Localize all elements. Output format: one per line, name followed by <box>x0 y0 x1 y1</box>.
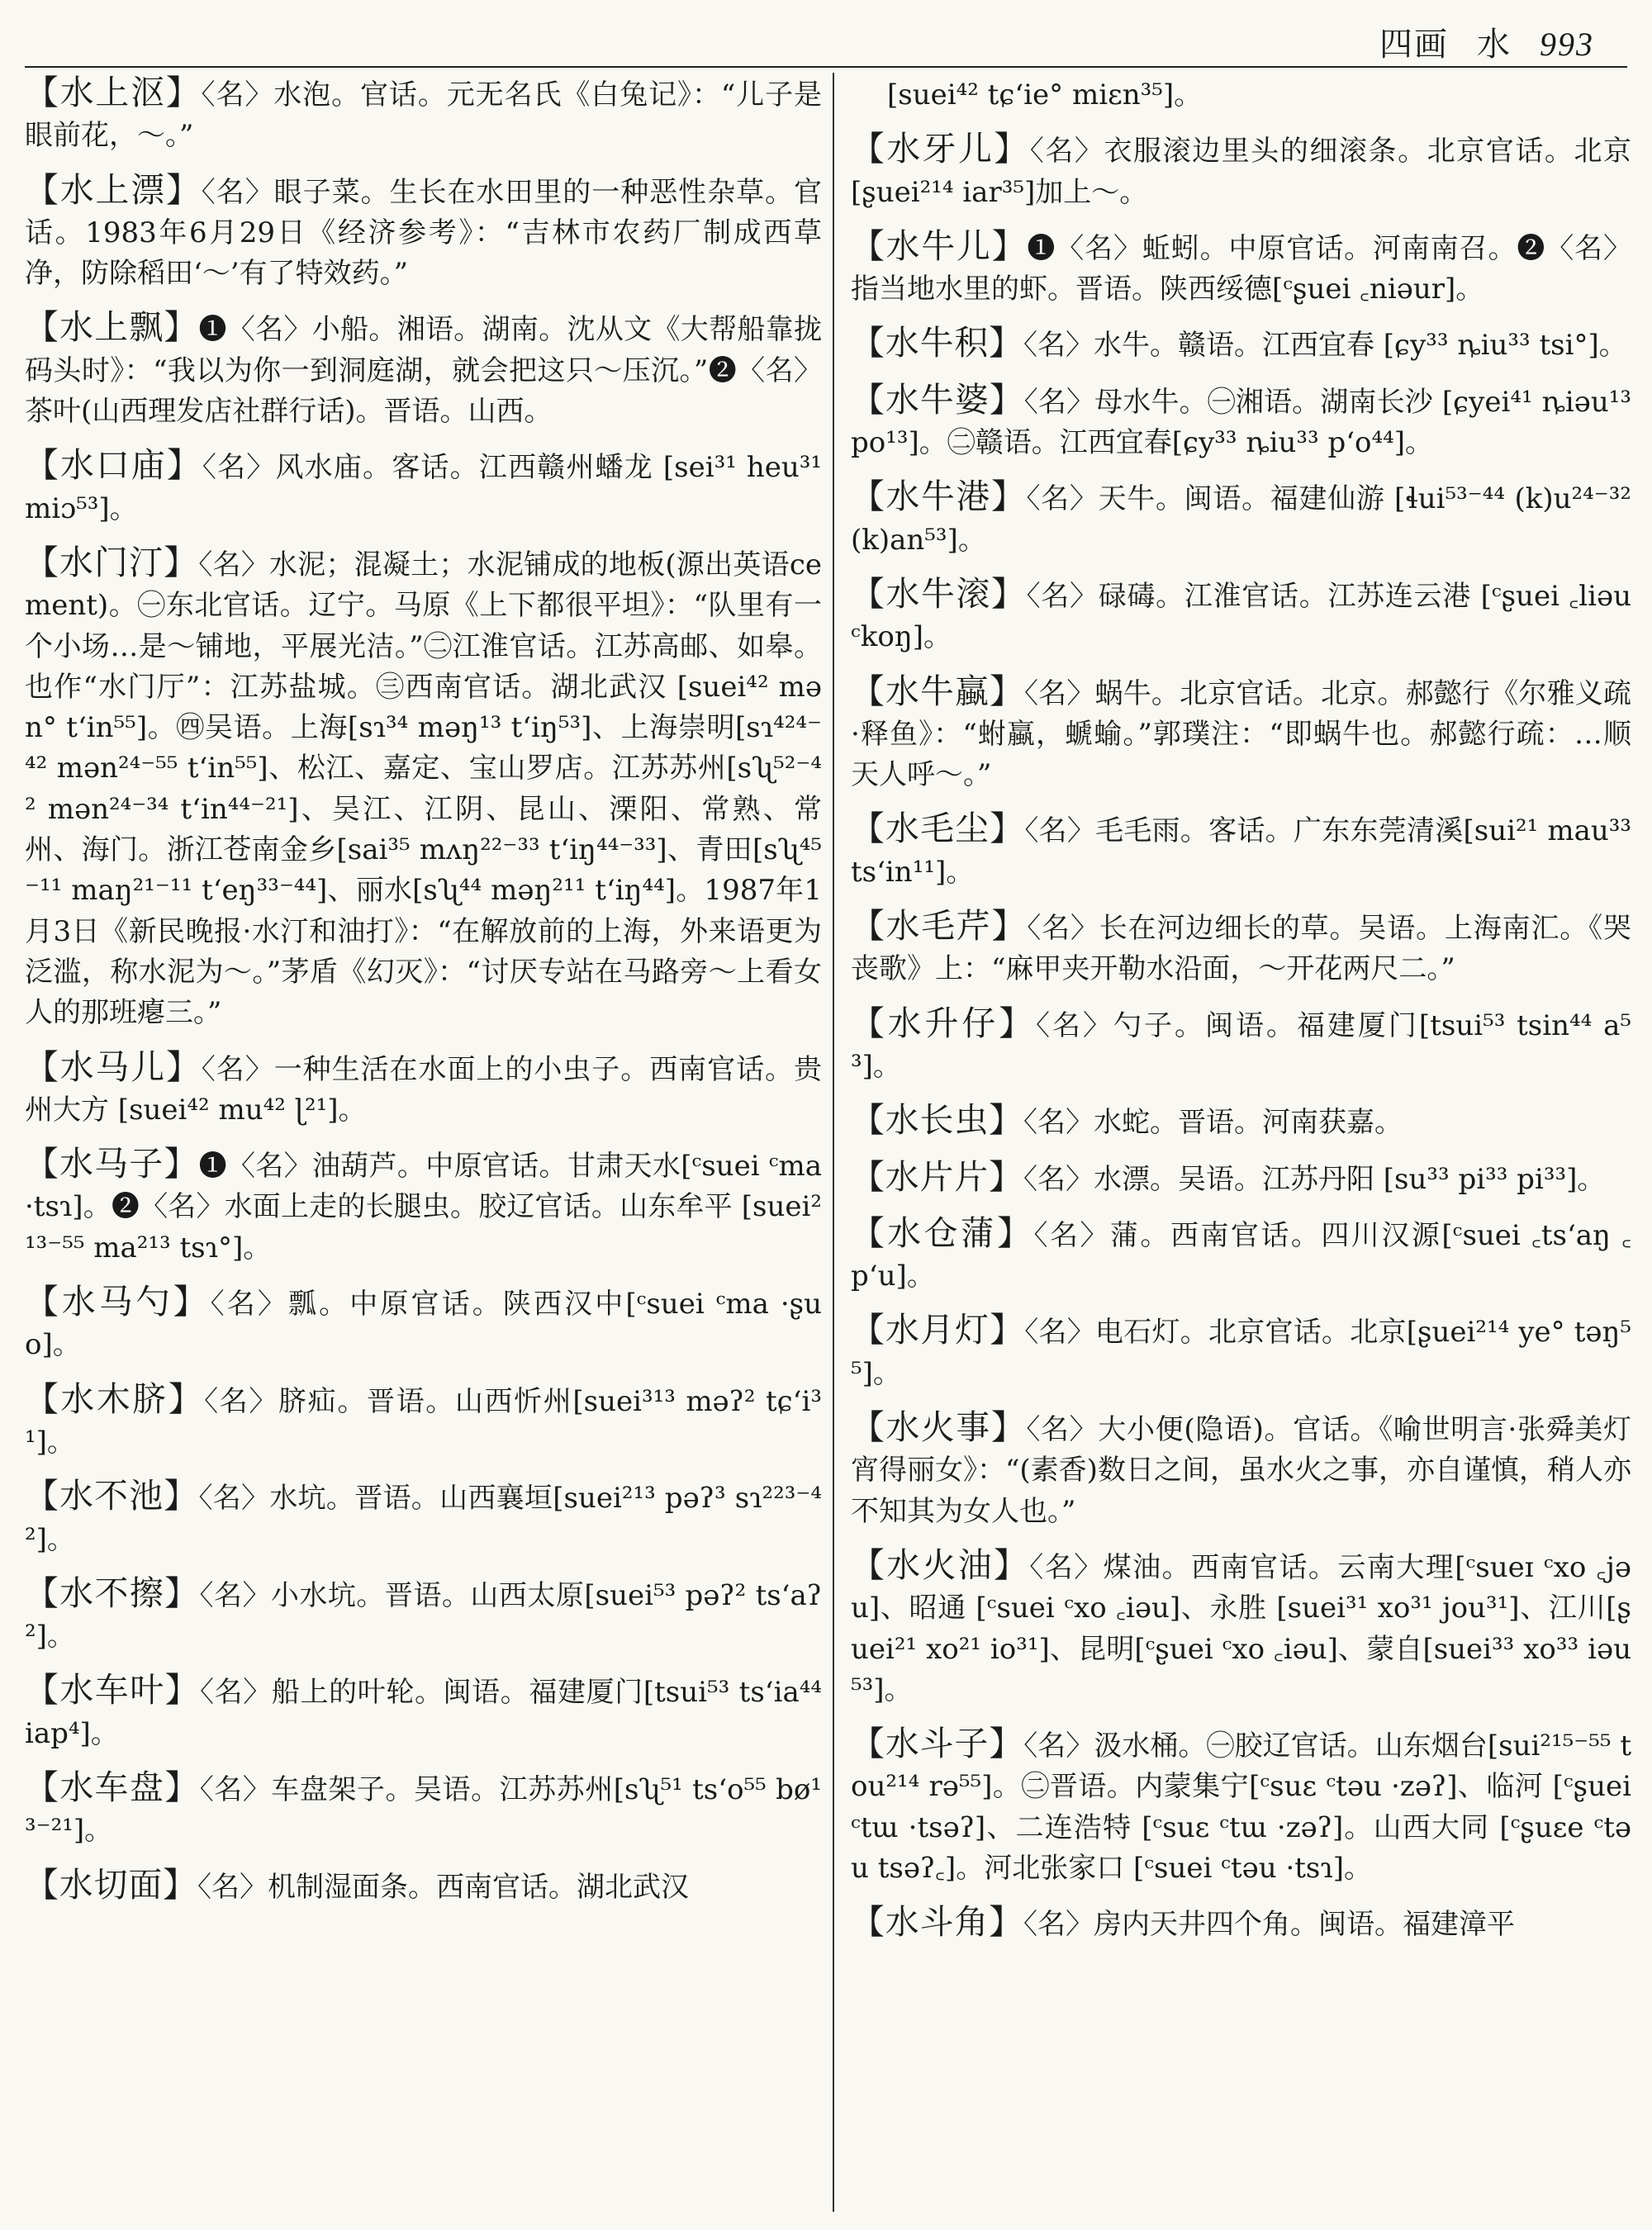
entry-headword: 【水木脐】 <box>25 1378 205 1419</box>
dictionary-entry <box>851 1310 1631 1394</box>
dictionary-entry <box>851 1100 1631 1143</box>
column-divider <box>833 73 834 2212</box>
entry-headword: 【水马子】 <box>25 1144 199 1184</box>
dictionary-entry <box>25 1379 822 1464</box>
entry-definition: 〈名〉眼子菜。生长在水田里的一种恶性杂草。官话。1983年6月29日《经济参考》：“吉林市农药厂制成西草净，防除稻田‘～’有了特效药。” <box>25 175 822 291</box>
entry-definition: 〈名〉车盘架子。吴语。江苏苏州[sʯ⁵¹ ts‘o⁵⁵ bø¹³⁻²¹]。 <box>25 1772 822 1848</box>
dictionary-entry <box>25 73 822 157</box>
dictionary-entry <box>25 1047 822 1132</box>
entry-definition: 〈名〉煤油。西南官话。云南大理[ᶜsueɪ ᶜxo ꜀jəu]、昭通 [ᶜsuei ᶜxo ꜀iəu]、永胜 [suei³¹ xo³¹ jou³¹]、江川[ʂuei²¹ xo²¹ io³¹]、昆明[ᶜʂuei ᶜxo ꜀iəu]、蒙自[suei³³ xo³³ iəu⁵³]。 <box>851 1550 1631 1706</box>
dictionary-entry <box>851 1407 1631 1532</box>
entry-headword: 【水毛芹】 <box>851 906 1028 947</box>
dictionary-entry <box>25 1865 822 1908</box>
entry-definition: 〈名〉勺子。闽语。福建厦门[tsui⁵³ tsin⁴⁴ a⁵³]。 <box>851 1008 1631 1083</box>
dictionary-entry <box>25 1282 822 1366</box>
dictionary-entry <box>851 226 1631 311</box>
entry-definition: 〈名〉电石灯。北京官话。北京[ʂuei²¹⁴ ye° təŋ⁵⁵]。 <box>851 1316 1631 1390</box>
entry-definition: ❶〈名〉蚯蚓。中原官话。河南南召。❷〈名〉指当地水里的虾。晋语。陕西绥德[ᶜʂuei ꜀niəur]。 <box>851 231 1631 306</box>
dictionary-entry <box>851 477 1631 561</box>
entry-definition: 〈名〉水坑。晋语。山西襄垣[suei²¹³ pəʔ³ sɿ²²³⁻⁴²]。 <box>25 1482 822 1556</box>
entry-headword: 【水马勺】 <box>25 1282 211 1322</box>
dictionary-entry <box>25 1573 822 1658</box>
page-number: 993 <box>1540 26 1594 63</box>
entry-definition: 〈名〉船上的叶轮。闽语。福建厦门[tsui⁵³ ts‘ia⁴⁴ iap⁴]。 <box>25 1676 822 1750</box>
entry-headword: 【水马儿】 <box>25 1046 202 1087</box>
dictionary-entry <box>851 73 1631 116</box>
dictionary-entry <box>851 1213 1631 1298</box>
entry-headword: 【水火事】 <box>851 1407 1027 1448</box>
entry-definition: 〈名〉水漂。吴语。江苏丹阳 [su³³ pi³³ pi³³]。 <box>1023 1162 1606 1196</box>
dictionary-entry <box>851 1724 1631 1889</box>
entry-headword: 【水片片】 <box>851 1156 1023 1197</box>
entry-headword: 【水月灯】 <box>851 1310 1025 1350</box>
dictionary-entry <box>25 1144 822 1269</box>
dictionary-entry <box>851 323 1631 366</box>
dictionary-entry <box>25 170 822 295</box>
entry-headword: 【水仓蒲】 <box>851 1212 1034 1253</box>
entry-headword: 【水毛尘】 <box>851 809 1025 849</box>
entry-definition: 〈名〉机制湿面条。西南官话。湖北武汉 <box>197 1870 689 1904</box>
entry-definition: ❶〈名〉小船。湘语。湖南。沈从文《大帮船靠拢码头时》：“我以为你一到洞庭湖，就会把这只～压沉。”❷〈名〉茶叶(山西理发店社群行话)。晋语。山西。 <box>25 313 822 429</box>
entry-definition: 〈名〉衣服滚边里头的细滚条。北京官话。北京 [ʂuei²¹⁴ iar³⁵]加上～。 <box>851 135 1631 209</box>
entry-definition: 〈名〉汲水桶。㊀胶辽官话。山东烟台[sui²¹⁵⁻⁵⁵ tou²¹⁴ rə⁵⁵]。㊁晋语。内蒙集宁[ᶜsuɛ ᶜtəu ·zəʔ]、临河 [ᶜʂuei ᶜtɯ ·tsəʔ]、二连浩特 [ᶜsuɛ ᶜtɯ ·zəʔ]。山西大同 [ᶜʂuɛe ᶜtəu tsəʔ꜀]。河北张家口 [ᶜsuei ᶜtəu ·tsɿ]。 <box>851 1729 1631 1885</box>
entry-definition: ❶〈名〉油葫芦。中原官话。甘肃天水[ᶜsuei ᶜma ·tsɿ]。❷〈名〉水面上走的长腿虫。胶辽官话。山东牟平 [suei²¹³⁻⁵⁵ ma²¹³ tsɿ°]。 <box>25 1150 822 1264</box>
entry-definition: 〈名〉房内天井四个角。闽语。福建漳平 <box>1023 1908 1515 1942</box>
entry-definition: 〈名〉长在河边细长的草。吴语。上海南汇。《哭丧歌》上：“麻甲夹开勒水沿面，～开花两尺二。” <box>851 912 1631 986</box>
dictionary-entry <box>25 445 822 529</box>
dictionary-entry <box>25 307 822 432</box>
entry-headword: 【水不擦】 <box>25 1573 200 1613</box>
entry-headword: 【水上飘】 <box>25 307 199 348</box>
entry-headword: 【水上沤】 <box>25 73 202 112</box>
entry-headword: 【水切面】 <box>25 1864 197 1905</box>
dictionary-entry <box>851 906 1631 990</box>
dictionary-entry <box>851 1545 1631 1710</box>
page-header <box>1351 18 1594 65</box>
entry-headword: 【水牛蠃】 <box>851 671 1024 711</box>
entry-headword: 【水升仔】 <box>851 1003 1036 1043</box>
dictionary-entry <box>851 809 1631 893</box>
dictionary-entry <box>25 1476 822 1560</box>
entry-definition: 〈名〉大小便(隐语)。官话。《喻世明言·张舜美灯宵得丽女》：“(素香)数日之间，虽水火之事，亦自谨慎，稍人亦不知其为女人也。” <box>851 1413 1631 1528</box>
entry-definition: 〈名〉脐疝。晋语。山西忻州[suei³¹³ məʔ² tɕ‘i³¹]。 <box>25 1384 822 1459</box>
entry-definition: 〈名〉风水庙。客话。江西赣州蟠龙 [sei³¹ heu³¹ miɔ⁵³]。 <box>25 451 822 525</box>
dictionary-entry <box>851 380 1631 464</box>
entry-definition: 〈名〉水蛇。晋语。河南获嘉。 <box>1023 1106 1403 1140</box>
entry-definition: 〈名〉碌碡。江淮官话。江苏连云港 [ᶜʂuei ꜀liəu ᶜkoŋ]。 <box>851 579 1631 654</box>
entry-headword: 【水车叶】 <box>25 1670 201 1710</box>
dictionary-entry <box>851 129 1631 213</box>
entry-headword: 【水斗角】 <box>851 1902 1023 1943</box>
entry-definition: 〈名〉瓢。中原官话。陕西汉中[ᶜsuei ᶜma ·ʂuo]。 <box>25 1288 822 1362</box>
entry-headword: 【水牛滚】 <box>851 573 1027 614</box>
dictionary-entry <box>851 574 1631 658</box>
entry-definition: 〈名〉水泥；混凝土；水泥铺成的地板(源出英语cement)。㊀东北官话。辽宁。马原《上下都很平坦》：“队里有一个小场…是～铺地，平展光洁。”㊁江淮官话。江苏高邮、如皋。也作“水门厅”：江苏盐城。㊂西南官话。湖北武汉 [suei⁴² mən° t‘in⁵⁵]。㊃吴语。上海[sɿ³⁴ məŋ¹³ t‘iŋ⁵³]、上海崇明[sɿ⁴²⁴⁻⁴² mən²⁴⁻⁵⁵ t‘in⁵⁵]、松江、嘉定、宝山罗店。江苏苏州[sʯ⁵²⁻⁴² mən²⁴⁻³⁴ t‘in⁴⁴⁻²¹]、吴江、江阴、昆山、溧阳、常熟、常州、海门。浙江苍南金乡[sai³⁵ mʌŋ²²⁻³³ t‘iŋ⁴⁴⁻³³]、青田[sʯ⁴⁵⁻¹¹ maŋ²¹⁻¹¹ t‘eŋ³³⁻⁴⁴]、丽水[sʯ⁴⁴ məŋ²¹¹ t‘iŋ⁴⁴]。1987年1月3日《新民晚报·水汀和油打》：“在解放前的上海，外来语更为泛滥，称水泥为～。”茅盾《幻灭》：“讨厌专站在马路旁～上看女人的那班瘪三。” <box>25 548 822 1030</box>
right-column <box>851 73 1631 2220</box>
entry-headword: 【水斗子】 <box>851 1724 1024 1764</box>
entry-headword: 【水牛积】 <box>851 323 1023 363</box>
entry-definition: 〈名〉母水牛。㊀湘语。湖南长沙 [ɕyei⁴¹ ȵiəu¹³ po¹³]。㊁赣语。江西宜春[ɕy³³ ȵiu³³ p‘o⁴⁴]。 <box>851 385 1631 460</box>
entry-definition: 〈名〉蒲。西南官话。四川汉源[ᶜsuei ꜀ts‘aŋ ꜀p‘u]。 <box>851 1218 1631 1293</box>
entry-headword: 【水口庙】 <box>25 445 202 486</box>
entry-headword: 【水牛婆】 <box>851 379 1024 420</box>
entry-headword: 【水上漂】 <box>25 169 202 210</box>
entry-headword: 【水门汀】 <box>25 542 199 582</box>
entry-definition: 〈名〉一种生活在水面上的小虫子。西南官话。贵州大方 [suei⁴² mu⁴² ɭ²¹]。 <box>25 1052 822 1127</box>
entry-headword: 【水牛港】 <box>851 477 1027 517</box>
header-section: 四画 <box>1379 26 1449 64</box>
header-radical: 水 <box>1477 26 1512 64</box>
entry-headword: 【水火油】 <box>851 1544 1030 1585</box>
dictionary-entry <box>25 1670 822 1754</box>
header-rule <box>25 66 1627 68</box>
entry-headword: 【水牙儿】 <box>851 129 1030 169</box>
dictionary-entry <box>851 1157 1631 1200</box>
entry-definition: 〈名〉水泡。官话。元无名氏《白兔记》：“儿子是眼前花，～。” <box>25 78 822 153</box>
left-column <box>25 73 822 2220</box>
entry-definition: 〈名〉蜗牛。北京官话。北京。郝懿行《尔雅义疏·释鱼》：“蚹蠃，螔蝓。”郭璞注：“即蜗牛也。郝懿行疏：…顺天人呼～。” <box>851 676 1631 792</box>
dictionary-entry <box>851 1902 1631 1945</box>
dictionary-entry <box>851 1004 1631 1088</box>
entry-definition: 〈名〉小水坑。晋语。山西太原[suei⁵³ pəʔ² ts‘aʔ²]。 <box>25 1578 822 1654</box>
entry-definition: 〈名〉水牛。赣语。江西宜春 [ɕy³³ ȵiu³³ tsi°]。 <box>1023 329 1627 363</box>
entry-definition: 〈名〉天牛。闽语。福建仙游 [ɬui⁵³⁻⁴⁴ (k)u²⁴⁻³² (k)an⁵³]。 <box>851 482 1631 557</box>
entry-definition: [suei⁴² tɕ‘ie° miɛn³⁵]。 <box>887 78 1203 112</box>
entry-headword: 【水不池】 <box>25 1476 199 1516</box>
entry-definition: 〈名〉毛毛雨。客话。广东东莞清溪[sui²¹ mau³³ ts‘in¹¹]。 <box>851 814 1631 889</box>
entry-headword: 【水牛儿】 <box>851 225 1028 266</box>
dictionary-entry <box>25 543 822 1034</box>
entry-headword: 【水长虫】 <box>851 1100 1023 1141</box>
dictionary-entry <box>25 1767 822 1852</box>
dictionary-entry <box>851 671 1631 796</box>
entry-headword: 【水车盘】 <box>25 1767 200 1807</box>
